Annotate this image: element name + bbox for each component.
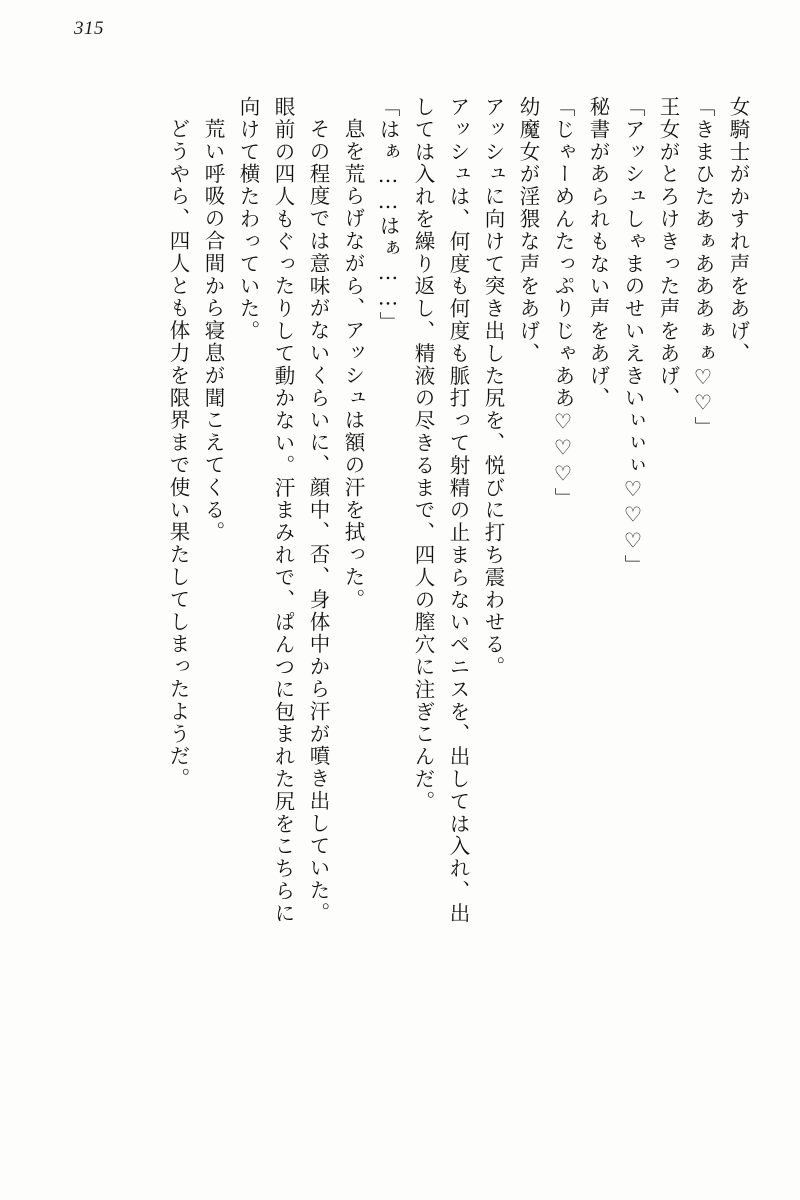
- text-column: 息を荒らげながら、アッシュは額の汗を拭った。: [341, 118, 365, 611]
- text-column: 眼前の四人もぐったりして動かない。汗まみれで、ぱんつに包まれた尻をこちらに: [271, 96, 295, 925]
- text-column: 「じゃーめんたっぷりじゃああ♡♡♡」: [551, 96, 575, 510]
- text-column: 「アッシュしゃまのせいえきいぃぃぃ♡♡♡」: [621, 96, 645, 577]
- text-column: 王女がとろけきった声をあげ、: [656, 96, 680, 410]
- text-column: どうやら、四人とも体力を限界まで使い果たしてしまったようだ。: [166, 118, 190, 790]
- text-column: 女騎士がかすれ声をあげ、: [726, 96, 750, 365]
- text-column: その程度では意味がないくらいに、顔中、否、身体中から汗が噴き出していた。: [306, 118, 330, 925]
- text-column: 向けて横たわっていた。: [236, 96, 260, 343]
- text-column: しては入れを繰り返し、精液の尽きるまで、四人の膣穴に注ぎこんだ。: [411, 96, 435, 813]
- page-number: 315: [74, 18, 104, 39]
- text-column: 「きまひたあぁあああぁぁ♡♡」: [691, 96, 715, 439]
- text-column: 「はぁ……はぁ……」: [376, 96, 400, 334]
- text-column: 幼魔女が淫猥な声をあげ、: [516, 96, 540, 365]
- text-column: アッシュに向けて突き出した尻を、悦びに打ち震わせる。: [481, 96, 505, 679]
- text-column: 荒い呼吸の合間から寝息が聞こえてくる。: [201, 118, 225, 544]
- text-column: 秘書があられもない声をあげ、: [586, 96, 610, 410]
- vertical-text-block: [52, 96, 748, 1160]
- text-column: アッシュは、何度も何度も脈打って射精の止まらないペニスを、出しては入れ、出: [446, 96, 470, 925]
